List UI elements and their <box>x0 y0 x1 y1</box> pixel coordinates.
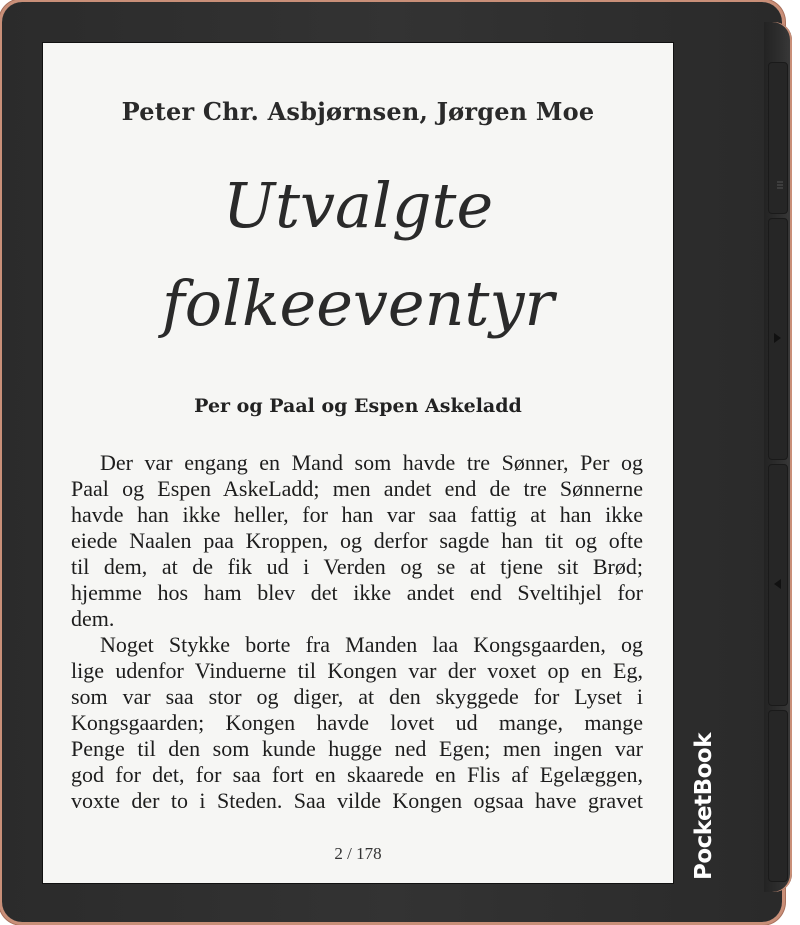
page-indicator: 2 / 178 <box>334 844 382 863</box>
text-line: havde han ikke heller, for han var saa fattig at han ikke <box>71 502 643 527</box>
page-forward-button[interactable] <box>768 218 788 460</box>
chapter-title: Per og Paal og Espen Askeladd <box>194 395 522 417</box>
page-text[interactable] <box>71 450 643 826</box>
text-line: god for det, for saa fort en skaarede en Flis af Egelæggen, <box>71 762 643 787</box>
text-line: voxte der to i Steden. Saa vilde Kongen ogsaa have gravet <box>71 788 643 813</box>
text-line: til dem, at de fik ud i Verden og se at tjene sit Brød; <box>71 554 643 579</box>
power-button[interactable] <box>768 710 788 882</box>
side-button-rail <box>764 22 792 892</box>
text-line: eiede Naalen paa Kroppen, og derfor sagde han tit og ofte <box>71 528 643 553</box>
arrow-right-icon <box>774 333 781 343</box>
text-line: Der var engang en Mand som havde tre Sønner, Per og <box>100 450 643 475</box>
brand-logo: PocketBook <box>691 733 717 880</box>
menu-icon <box>777 181 783 183</box>
text-line: dem. <box>71 606 115 631</box>
text-line: Paal og Espen AskeLadd; men andet end de tre Sønnerne <box>71 476 643 501</box>
text-line: Noget Stykke borte fra Manden laa Kongsgaarden, og <box>100 632 643 657</box>
menu-button[interactable] <box>768 62 788 214</box>
book-title-line-1: Utvalgte <box>222 169 494 242</box>
arrow-left-icon <box>774 579 781 589</box>
book-title-line-2: folkeeventyr <box>161 267 555 340</box>
text-line: Kongsgaarden; Kongen havde lovet ud mange, mange <box>71 710 643 735</box>
page-back-button[interactable] <box>768 464 788 706</box>
text-line: som var saa stor og diger, at den skyggede for Lyset i <box>71 684 643 709</box>
text-line: lige udenfor Vinduerne til Kongen var der voxet op en Eg, <box>71 658 643 683</box>
book-author: Peter Chr. Asbjørnsen, Jørgen Moe <box>121 97 595 126</box>
text-line: hjemme hos ham blev det ikke andet end Sveltihjel for <box>71 580 643 605</box>
text-line: Penge til den som kunde hugge ned Egen; men ingen var <box>71 736 643 761</box>
reader-screen[interactable] <box>42 42 674 884</box>
